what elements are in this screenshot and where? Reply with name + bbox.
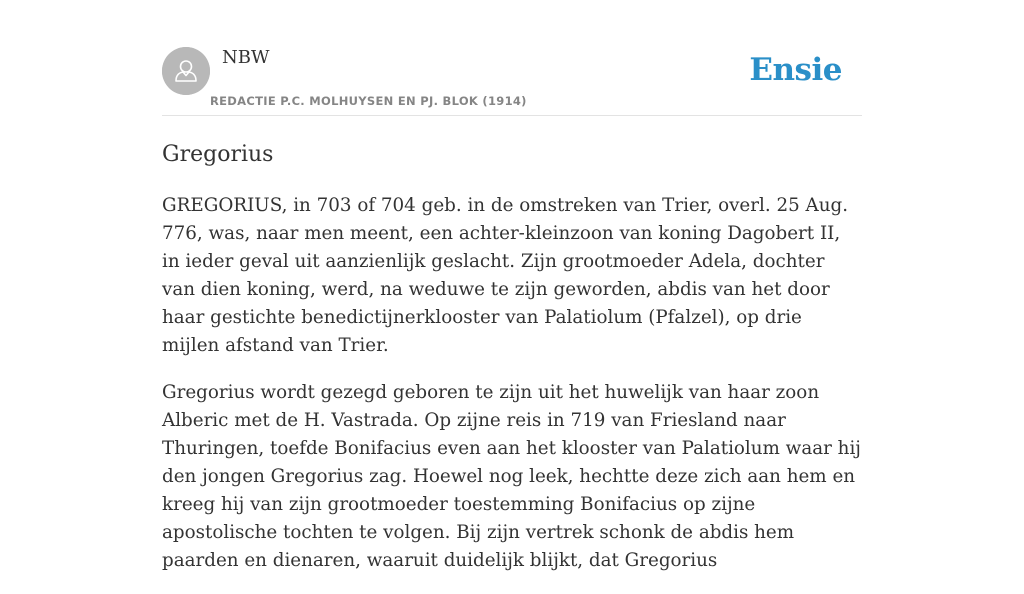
author-name[interactable]: NBW (222, 47, 270, 68)
content-container (162, 0, 862, 571)
article-paragraph: Gregorius wordt gezegd geboren te zijn uit het huwelijk van haar zoon Alberic met de H. Vastrada. Op zijne reis in 719 van Friesland naar Thuringen, toefde Bonifacius even aan het klooster van Palatiolum waar hij den jongen Gregorius zag. Hoewel nog leek, hechtte deze zich aan hem en kreeg hij van zijn grootmoeder toestemming Bonifacius op zijne apostolische tochten te volgen. Bij zijn vertrek schonk de abdis hem paarden en dienaren, waaruit duidelijk blijkt, dat Gregorius (162, 382, 861, 571)
header (162, 0, 862, 116)
editorial-credit: REDACTIE P.C. MOLHUYSEN EN PJ. BLOK (1914) (210, 94, 527, 108)
site-logo[interactable]: Ensie (749, 52, 842, 88)
article-paragraph: GREGORIUS, in 703 of 704 geb. in de omstreken van Trier, overl. 25 Aug. 776, was, naar men meent, een achter-kleinzoon van koning Dagobert II, in ieder geval uit aanzienlijk geslacht. Zijn grootmoeder Adela, dochter van dien koning, werd, na weduwe te zijn geworden, abdis van het door haar gestichte benedictijnerklooster van Palatiolum (Pfalzel), op drie mijlen afstand van Trier. (162, 195, 849, 356)
user-silhouette-icon[interactable] (162, 47, 210, 95)
article-title: Gregorius (162, 142, 274, 167)
article-body (162, 192, 862, 594)
